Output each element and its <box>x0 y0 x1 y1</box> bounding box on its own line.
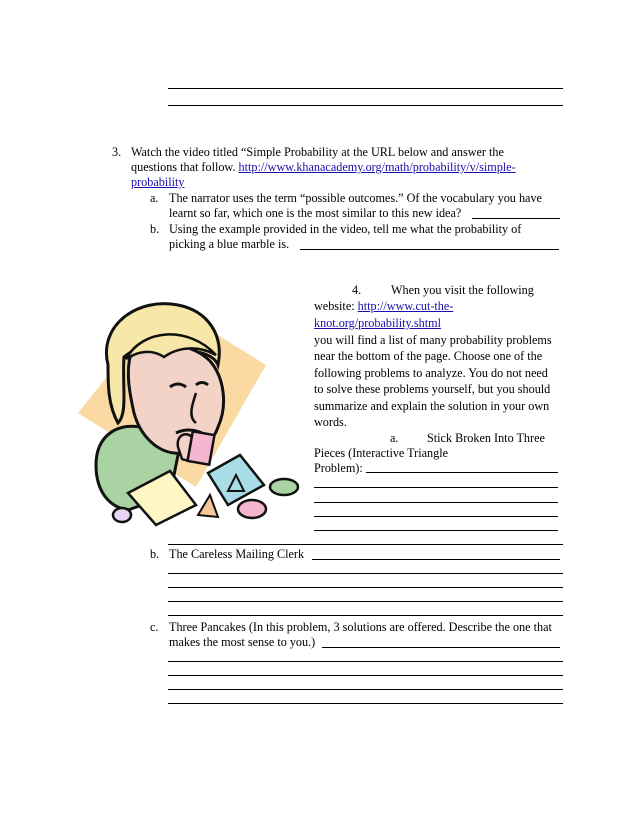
answer-line[interactable] <box>168 544 563 545</box>
question-number: 4. <box>352 283 362 297</box>
green-pebble-shape <box>270 479 298 495</box>
sub-question-text: The narrator uses the term “possible outcomes.” Of the vocabulary you have <box>169 191 542 205</box>
answer-line[interactable] <box>168 573 563 574</box>
answer-blank[interactable] <box>366 472 558 473</box>
sub-question-marker: a. <box>390 431 399 445</box>
answer-line[interactable] <box>314 516 558 517</box>
answer-line[interactable] <box>314 502 558 503</box>
cut-the-knot-link-continued[interactable]: knot.org/probability.shtml <box>314 316 441 330</box>
sub-question-text: Stick Broken Into Three <box>427 431 545 445</box>
question-text-part: questions that follow. <box>131 160 239 174</box>
answer-line[interactable] <box>168 689 563 690</box>
sub-question-marker: b. <box>150 547 160 561</box>
sub-question-text: makes the most sense to you.) <box>169 635 316 649</box>
answer-line[interactable] <box>314 487 558 488</box>
question-text: When you visit the following <box>391 283 534 297</box>
orange-triangle-shape <box>198 495 218 517</box>
question-number: 3. <box>112 145 122 159</box>
answer-line[interactable] <box>168 703 563 704</box>
answer-blank[interactable] <box>322 647 560 648</box>
question-body-text: following problems to analyze. You do not need <box>314 366 548 380</box>
answer-line[interactable] <box>168 661 563 662</box>
sub-question-text: Using the example provided in the video, tell me what the probability of <box>169 222 522 236</box>
question-body-text: words. <box>314 415 347 429</box>
khan-academy-link[interactable]: http://www.khanacademy.org/math/probability/v/simple- <box>238 160 516 174</box>
question-body-text: summarize and explain the solution in your own <box>314 399 550 413</box>
question-text-part: website: <box>314 299 358 313</box>
question-text <box>314 299 453 314</box>
sub-question-text: picking a blue marble is. <box>169 237 290 251</box>
answer-line[interactable] <box>168 601 563 602</box>
question-body-text: near the bottom of the page. Choose one of the <box>314 349 543 363</box>
question-text <box>131 160 516 175</box>
thinking-person-clipart-icon <box>78 295 308 530</box>
sub-question-marker: b. <box>150 222 160 236</box>
answer-blank[interactable] <box>472 218 560 219</box>
answer-line[interactable] <box>314 530 558 531</box>
answer-line[interactable] <box>168 615 563 616</box>
sub-question-marker: c. <box>150 620 159 634</box>
sub-question-text: learnt so far, which one is the most similar to this new idea? <box>169 206 462 220</box>
sub-question-text: Problem): <box>314 461 363 475</box>
lavender-pebble-shape <box>113 508 131 522</box>
sub-question-marker: a. <box>150 191 159 205</box>
question-text: Watch the video titled “Simple Probability at the URL below and answer the <box>131 145 504 159</box>
answer-blank[interactable] <box>312 559 560 560</box>
khan-academy-link-continued[interactable]: probability <box>131 175 185 189</box>
pink-card-shape <box>188 431 215 464</box>
sub-question-text: The Careless Mailing Clerk <box>169 547 305 561</box>
pink-pebble-shape <box>238 500 266 518</box>
blue-card-shape <box>208 455 264 505</box>
answer-line <box>168 88 563 89</box>
sub-question-text: Three Pancakes (In this problem, 3 solutions are offered. Describe the one that <box>169 620 552 634</box>
question-body-text: you will find a list of many probability problems <box>314 333 552 347</box>
cut-the-knot-link[interactable]: http://www.cut-the- <box>357 299 454 313</box>
question-body-text: to solve these problems yourself, but you should <box>314 382 551 396</box>
answer-blank[interactable] <box>300 249 559 250</box>
answer-line[interactable] <box>168 587 563 588</box>
sub-question-text: Pieces (Interactive Triangle <box>314 446 449 460</box>
answer-line[interactable] <box>168 675 563 676</box>
answer-line <box>168 105 563 106</box>
